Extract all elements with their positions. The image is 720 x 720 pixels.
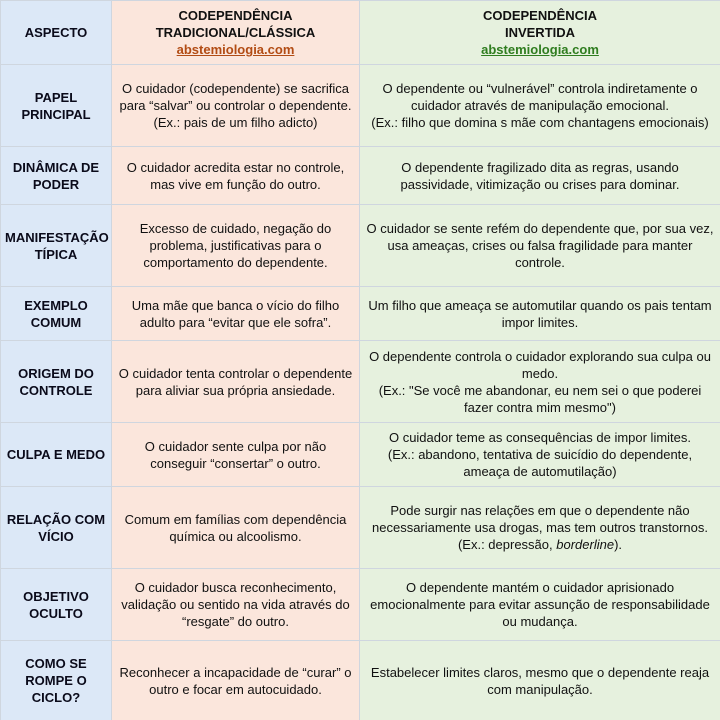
inverted-title-line-1: CODEPENDÊNCIA bbox=[482, 8, 598, 23]
traditional-text: Comum em famílias com dependência química ou alcoolismo. bbox=[124, 511, 347, 544]
table-row bbox=[1, 65, 720, 147]
traditional-cell bbox=[112, 487, 360, 569]
example-italic: borderline bbox=[556, 537, 615, 552]
traditional-text: Uma mãe que banca o vício do filho adulto para “evitar que ele sofra”. bbox=[131, 297, 340, 330]
table-row bbox=[1, 205, 720, 287]
traditional-cell bbox=[112, 205, 360, 287]
inverted-text: Um filho que ameaça se automutilar quando os pais tentam impor limites. bbox=[368, 297, 712, 330]
traditional-text: O cuidador acredita estar no controle, mas vive em função do outro. bbox=[126, 159, 345, 192]
traditional-title-line-1: CODEPENDÊNCIA bbox=[178, 8, 293, 23]
traditional-source-link[interactable]: abstemiologia.com bbox=[176, 42, 295, 57]
header-row bbox=[1, 1, 720, 65]
aspect-label: DINÂMICA DE PODER bbox=[1, 147, 112, 205]
traditional-cell bbox=[112, 147, 360, 205]
inverted-example bbox=[364, 536, 716, 553]
header-inverted bbox=[360, 1, 720, 65]
traditional-cell bbox=[112, 569, 360, 641]
inverted-text: O dependente fragilizado dita as regras, usando passividade, vitimização ou crises para dominar. bbox=[400, 159, 680, 192]
aspect-label: OBJETIVO OCULTO bbox=[1, 569, 112, 641]
traditional-text: O cuidador tenta controlar o dependente para aliviar sua própria ansiedade. bbox=[118, 365, 353, 398]
traditional-cell bbox=[112, 65, 360, 147]
inverted-cell bbox=[360, 147, 720, 205]
example-prefix: (Ex.: depressão, bbox=[457, 537, 557, 552]
inverted-text: O dependente ou “vulnerável” controla indiretamente o cuidador através de manipulação emocional. bbox=[382, 81, 698, 113]
inverted-example: (Ex.: filho que domina s mãe com chantagens emocionais) bbox=[371, 115, 709, 130]
traditional-cell bbox=[112, 641, 360, 720]
inverted-text: O cuidador se sente refém do dependente que, por sua vez, usa ameaças, crises ou falsa fragilidade para manter controle. bbox=[366, 221, 714, 270]
inverted-example: (Ex.: "Se você me abandonar, eu nem sei o que poderei fazer contra mim mesmo") bbox=[378, 382, 702, 415]
inverted-cell bbox=[360, 341, 720, 423]
aspect-label: RELAÇÃO COM VÍCIO bbox=[1, 487, 112, 569]
inverted-text: Pode surgir nas relações em que o dependente não necessariamente usa drogas, mas tem outros transtornos. bbox=[372, 503, 708, 535]
traditional-cell bbox=[112, 341, 360, 423]
inverted-cell bbox=[360, 569, 720, 641]
traditional-cell bbox=[112, 287, 360, 341]
table-row bbox=[1, 569, 720, 641]
inverted-text: Estabelecer limites claros, mesmo que o dependente reaja com manipulação. bbox=[370, 664, 710, 697]
traditional-text: Reconhecer a incapacidade de “curar” o outro e focar em autocuidado. bbox=[119, 664, 352, 697]
traditional-title-line-2: TRADICIONAL/CLÁSSICA bbox=[155, 25, 316, 40]
inverted-cell bbox=[360, 423, 720, 487]
traditional-example: (Ex.: pais de um filho adicto) bbox=[153, 115, 318, 130]
aspect-label: ORIGEM DO CONTROLE bbox=[1, 341, 112, 423]
aspect-label: CULPA E MEDO bbox=[1, 423, 112, 487]
table-row bbox=[1, 641, 720, 720]
traditional-text: Excesso de cuidado, negação do problema, justificativas para o comportamento do dependente. bbox=[139, 221, 332, 270]
example-suffix: ). bbox=[614, 537, 623, 552]
aspect-label: PAPEL PRINCIPAL bbox=[1, 65, 112, 147]
aspect-label: EXEMPLO COMUM bbox=[1, 287, 112, 341]
traditional-text: O cuidador (codependente) se sacrifica para “salvar” ou controlar o dependente. bbox=[119, 81, 352, 113]
inverted-cell bbox=[360, 65, 720, 147]
inverted-example: (Ex.: abandono, tentativa de suicídio do dependente, ameaça de automutilação) bbox=[387, 447, 693, 479]
table-row bbox=[1, 341, 720, 423]
header-aspect: ASPECTO bbox=[1, 1, 112, 65]
inverted-cell bbox=[360, 205, 720, 287]
inverted-text: O dependente controla o cuidador explorando sua culpa ou medo. bbox=[369, 348, 711, 381]
header-traditional bbox=[112, 1, 360, 65]
traditional-text: O cuidador busca reconhecimento, validação ou sentido na vida através do “resgate” do outro. bbox=[121, 580, 350, 629]
traditional-text: O cuidador sente culpa por não conseguir “consertar” o outro. bbox=[144, 438, 327, 471]
aspect-label: MANIFESTAÇÃO TÍPICA bbox=[1, 205, 112, 287]
traditional-cell bbox=[112, 423, 360, 487]
table-row bbox=[1, 147, 720, 205]
table-row bbox=[1, 423, 720, 487]
aspect-label: COMO SE ROMPE O CICLO? bbox=[1, 641, 112, 720]
inverted-text: O dependente mantém o cuidador aprisionado emocionalmente para evitar assunção de responsabilidade ou mudança. bbox=[370, 580, 710, 629]
inverted-text: O cuidador teme as consequências de impor limites. bbox=[388, 430, 692, 445]
inverted-source-link[interactable]: abstemiologia.com bbox=[481, 42, 599, 57]
inverted-title-line-2: INVERTIDA bbox=[504, 25, 576, 40]
inverted-cell bbox=[360, 641, 720, 720]
inverted-cell bbox=[360, 487, 720, 569]
table-row bbox=[1, 487, 720, 569]
inverted-cell bbox=[360, 287, 720, 341]
table-row bbox=[1, 287, 720, 341]
